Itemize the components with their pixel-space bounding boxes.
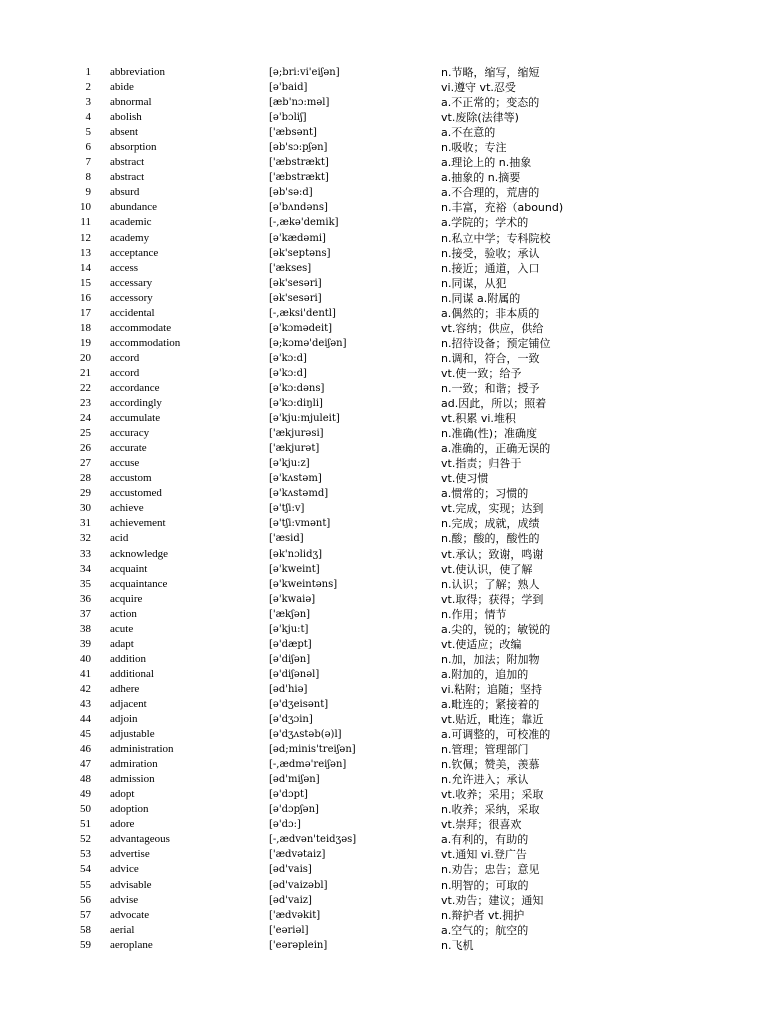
row-number: 13 <box>80 246 91 259</box>
row-number: 16 <box>80 291 91 304</box>
vocab-row <box>0 547 768 562</box>
english-word: admiration <box>110 758 158 771</box>
vocab-row <box>0 531 768 546</box>
phonetic: [əd'hiə] <box>269 683 308 695</box>
vocab-row <box>0 592 768 607</box>
english-word: accord <box>110 351 140 364</box>
chinese-definition: n.一致；和谐；授予 <box>441 381 540 395</box>
vocab-row <box>0 712 768 727</box>
chinese-definition: a.惯常的；习惯的 <box>441 487 529 501</box>
english-word: abstract <box>110 156 145 169</box>
vocab-row <box>0 95 768 110</box>
phonetic: [ə'tʃi:v] <box>269 503 305 515</box>
row-number: 1 <box>85 66 91 78</box>
vocab-row <box>0 200 768 215</box>
vocab-row <box>0 501 768 516</box>
phonetic: ['æbsənt] <box>269 127 317 139</box>
english-word: acceptance <box>110 246 159 259</box>
vocab-row <box>0 170 768 185</box>
row-number: 30 <box>80 502 91 515</box>
phonetic: ['eəriəl] <box>269 924 309 936</box>
row-number: 56 <box>80 893 91 906</box>
row-number: 43 <box>80 697 91 710</box>
row-number: 20 <box>80 351 91 364</box>
row-number: 27 <box>80 457 91 470</box>
vocab-row <box>0 577 768 592</box>
chinese-definition: n.飞机 <box>441 938 474 952</box>
english-word: academic <box>110 216 152 229</box>
english-word: abstract <box>110 171 145 184</box>
chinese-definition: a.理论上的 n.抽象 <box>441 156 532 170</box>
english-word: adapt <box>110 637 134 650</box>
chinese-definition: n.认识；了解；熟人 <box>441 577 540 591</box>
vocab-row <box>0 351 768 366</box>
phonetic: [ək'nɔlidʒ] <box>269 548 323 560</box>
row-number: 48 <box>80 773 91 786</box>
vocab-row <box>0 607 768 622</box>
phonetic: [ə'bɔliʃ] <box>269 112 307 124</box>
vocab-row <box>0 411 768 426</box>
english-word: absurd <box>110 186 140 199</box>
english-word: adoption <box>110 803 149 816</box>
english-word: acute <box>110 622 134 635</box>
phonetic: [əd'vais] <box>269 864 312 876</box>
english-word: accurate <box>110 442 147 455</box>
english-word: acquaint <box>110 562 148 575</box>
english-word: abundance <box>110 201 158 214</box>
chinese-definition: a.准确的，正确无误的 <box>441 442 551 456</box>
chinese-definition: a.抽象的 n.摘要 <box>441 171 521 185</box>
english-word: absent <box>110 126 139 139</box>
phonetic: ['æsid] <box>269 533 304 545</box>
row-number: 52 <box>80 833 91 846</box>
english-word: acquire <box>110 592 143 605</box>
english-word: adore <box>110 818 135 831</box>
english-word: accommodation <box>110 336 181 349</box>
phonetic: [ə'kʌstəm] <box>269 473 322 485</box>
chinese-definition: n.允许进入；承认 <box>441 773 529 787</box>
row-number: 41 <box>80 667 91 680</box>
row-number: 5 <box>85 126 91 139</box>
vocab-row <box>0 697 768 712</box>
english-word: accuracy <box>110 427 150 440</box>
row-number: 55 <box>80 878 91 891</box>
chinese-definition: n.接受，验收；承认 <box>441 246 540 260</box>
chinese-definition: vt.收养；采用；采取 <box>441 788 544 802</box>
row-number: 53 <box>80 848 91 861</box>
row-number: 32 <box>80 532 91 545</box>
english-word: absorption <box>110 141 157 154</box>
row-number: 3 <box>85 96 91 109</box>
phonetic: [ək'sesəri] <box>269 277 322 289</box>
row-number: 59 <box>80 938 91 951</box>
row-number: 25 <box>80 427 91 440</box>
english-word: accustomed <box>110 487 162 500</box>
phonetic: [-,æksi'dentl] <box>269 307 336 319</box>
chinese-definition: n.作用；情节 <box>441 607 507 621</box>
vocab-row <box>0 562 768 577</box>
english-word: aeroplane <box>110 938 153 951</box>
chinese-definition: n.吸收；专注 <box>441 141 507 155</box>
english-word: advocate <box>110 908 150 921</box>
english-word: advice <box>110 863 139 876</box>
chinese-definition: a.有利的，有助的 <box>441 833 529 847</box>
phonetic: [əd;minis'treiʃən] <box>269 744 356 756</box>
phonetic: [əd'vaiz] <box>269 894 312 906</box>
vocab-row <box>0 938 768 953</box>
english-word: administration <box>110 743 174 756</box>
phonetic: [ə'kɔmədeit] <box>269 322 333 334</box>
chinese-definition: vt.贴近，毗连；靠近 <box>441 713 544 727</box>
chinese-definition: vt.劝告；建议；通知 <box>441 893 544 907</box>
chinese-definition: n.加，加法；附加物 <box>441 652 540 666</box>
row-number: 23 <box>80 397 91 410</box>
chinese-definition: n.丰富，充裕（abound) <box>441 201 564 215</box>
row-number: 17 <box>80 306 91 319</box>
english-word: advertise <box>110 848 150 861</box>
english-word: accumulate <box>110 412 161 425</box>
chinese-definition: a.附加的，追加的 <box>441 667 529 681</box>
english-word: accordingly <box>110 397 162 410</box>
chinese-definition: a.尖的，锐的；敏锐的 <box>441 622 551 636</box>
phonetic: [ə;kɔmə'deiʃən] <box>269 337 347 349</box>
chinese-definition: n.节略，缩写，缩短 <box>441 66 540 79</box>
phonetic: ['ækjurəsi] <box>269 428 324 440</box>
vocab-row <box>0 878 768 893</box>
chinese-definition: a.学院的；学术的 <box>441 216 529 230</box>
english-word: abnormal <box>110 96 152 109</box>
row-number: 50 <box>80 803 91 816</box>
vocab-row <box>0 246 768 261</box>
vocab-row <box>0 622 768 637</box>
row-number: 12 <box>80 231 91 244</box>
english-word: acquaintance <box>110 577 168 590</box>
vocab-row <box>0 923 768 938</box>
chinese-definition: vt.积累 vi.堆积 <box>441 412 516 426</box>
english-word: accuse <box>110 457 140 470</box>
chinese-definition: n.酸；酸的，酸性的 <box>441 532 540 546</box>
phonetic: [ə'diʃənəl] <box>269 668 320 680</box>
vocab-row <box>0 426 768 441</box>
vocab-row <box>0 817 768 832</box>
phonetic: [ə'kɔ:dəns] <box>269 382 325 394</box>
chinese-definition: n.钦佩；赞美，羡慕 <box>441 758 540 772</box>
phonetic: ['ækses] <box>269 262 312 274</box>
chinese-definition: ad.因此，所以；照着 <box>441 397 547 411</box>
english-word: addition <box>110 652 147 665</box>
english-word: accessary <box>110 276 153 289</box>
row-number: 40 <box>80 652 91 665</box>
vocab-row <box>0 80 768 95</box>
chinese-definition: vi.遵守 vt.忍受 <box>441 81 516 95</box>
chinese-definition: vi.粘附；追随；坚持 <box>441 682 543 696</box>
phonetic: [ə'kweintəns] <box>269 578 338 590</box>
vocab-row <box>0 727 768 742</box>
row-number: 58 <box>80 923 91 936</box>
row-number: 24 <box>80 412 91 425</box>
row-number: 45 <box>80 728 91 741</box>
vocab-row <box>0 456 768 471</box>
english-word: advisable <box>110 878 152 891</box>
chinese-definition: vt.容纳；供应，供给 <box>441 321 544 335</box>
english-word: accordance <box>110 381 160 394</box>
phonetic: [ə'kweint] <box>269 563 320 575</box>
phonetic: [ə'kɔ:d] <box>269 352 307 364</box>
chinese-definition: a.不合理的，荒唐的 <box>441 186 540 200</box>
chinese-definition: n.接近；通道，入口 <box>441 261 540 275</box>
vocab-row <box>0 802 768 817</box>
row-number: 54 <box>80 863 91 876</box>
row-number: 34 <box>80 562 91 575</box>
english-word: advantageous <box>110 833 170 846</box>
chinese-definition: n.辩护者 vt.拥护 <box>441 908 525 922</box>
phonetic: [ə'dɔpʃən] <box>269 804 319 816</box>
phonetic: [-,ædvən'teidʒəs] <box>269 834 357 846</box>
row-number: 6 <box>85 141 91 154</box>
chinese-definition: vt.使习惯 <box>441 472 489 486</box>
vocab-row <box>0 366 768 381</box>
phonetic: ['ædvəkit] <box>269 909 321 921</box>
chinese-definition: n.明智的；可取的 <box>441 878 529 892</box>
chinese-definition: n.准确(性)；准确度 <box>441 427 538 441</box>
phonetic: [ə;bri:vi'eiʃən] <box>269 67 340 78</box>
vocab-row <box>0 893 768 908</box>
phonetic: [ək'septəns] <box>269 247 331 259</box>
row-number: 35 <box>80 577 91 590</box>
chinese-definition: n.收养；采纳，采取 <box>441 803 540 817</box>
english-word: abbreviation <box>110 66 165 78</box>
vocabulary-list <box>0 65 768 953</box>
chinese-definition: vt.废除(法律等) <box>441 111 519 125</box>
chinese-definition: a.可调整的，可校准的 <box>441 728 551 742</box>
row-number: 46 <box>80 743 91 756</box>
phonetic: [-,ædmə'reiʃən] <box>269 759 347 771</box>
row-number: 14 <box>80 261 91 274</box>
row-number: 26 <box>80 442 91 455</box>
chinese-definition: vt.取得；获得；学到 <box>441 592 544 606</box>
row-number: 8 <box>85 171 91 184</box>
row-number: 37 <box>80 607 91 620</box>
row-number: 15 <box>80 276 91 289</box>
row-number: 42 <box>80 682 91 695</box>
phonetic: ['æbstrækt] <box>269 157 329 169</box>
row-number: 33 <box>80 547 91 560</box>
english-word: acid <box>110 532 129 545</box>
vocab-row <box>0 125 768 140</box>
row-number: 38 <box>80 622 91 635</box>
chinese-definition: n.劝告；忠告；意见 <box>441 863 540 877</box>
vocab-row <box>0 637 768 652</box>
phonetic: [ə'tʃi:vmənt] <box>269 518 331 530</box>
row-number: 10 <box>80 201 91 214</box>
row-number: 49 <box>80 788 91 801</box>
english-word: adjacent <box>110 697 147 710</box>
phonetic: [ə'kju:z] <box>269 458 310 470</box>
row-number: 57 <box>80 908 91 921</box>
phonetic: [əb'sɔ:pʃən] <box>269 142 328 154</box>
vocab-row <box>0 908 768 923</box>
chinese-definition: vt.崇拜；很喜欢 <box>441 818 522 832</box>
chinese-definition: vt.使认识，使了解 <box>441 562 533 576</box>
phonetic: [ə'kɔ:diŋli] <box>269 398 323 410</box>
chinese-definition: a.不在意的 <box>441 126 496 140</box>
vocab-row <box>0 321 768 336</box>
phonetic: [ə'bʌndəns] <box>269 202 328 214</box>
phonetic: [ə'diʃən] <box>269 653 311 665</box>
english-word: adhere <box>110 682 140 695</box>
chinese-definition: n.完成；成就，成绩 <box>441 517 540 531</box>
english-word: accommodate <box>110 321 172 334</box>
chinese-definition: a.不正常的；变态的 <box>441 96 540 110</box>
row-number: 19 <box>80 336 91 349</box>
english-word: adopt <box>110 788 135 801</box>
chinese-definition: n.管理；管理部门 <box>441 743 529 757</box>
vocab-row <box>0 667 768 682</box>
english-word: advise <box>110 893 139 906</box>
vocab-row <box>0 486 768 501</box>
english-word: aerial <box>110 923 135 936</box>
english-word: action <box>110 607 137 620</box>
phonetic: ['ækjurət] <box>269 443 320 455</box>
phonetic: [ə'kʌstəmd] <box>269 488 329 500</box>
vocab-row <box>0 155 768 170</box>
vocab-row <box>0 441 768 456</box>
row-number: 7 <box>85 156 91 169</box>
vocab-row <box>0 682 768 697</box>
row-number: 11 <box>80 216 91 229</box>
vocab-row <box>0 396 768 411</box>
english-word: academy <box>110 231 150 244</box>
row-number: 39 <box>80 637 91 650</box>
english-word: achieve <box>110 502 144 515</box>
row-number: 44 <box>80 713 91 726</box>
vocab-row <box>0 832 768 847</box>
chinese-definition: vt.使适应；改编 <box>441 637 522 651</box>
vocab-row <box>0 847 768 862</box>
phonetic: [ə'kju:t] <box>269 623 309 635</box>
english-word: admission <box>110 773 155 786</box>
phonetic: ['æbstrækt] <box>269 172 329 184</box>
phonetic: [ə'dɔ:] <box>269 819 301 831</box>
phonetic: [ə'dæpt] <box>269 638 312 650</box>
english-word: accustom <box>110 472 152 485</box>
chinese-definition: a.偶然的；非本质的 <box>441 306 540 320</box>
english-word: abide <box>110 81 134 94</box>
row-number: 29 <box>80 487 91 500</box>
vocab-row <box>0 757 768 772</box>
chinese-definition: n.同谋 a.附属的 <box>441 291 521 305</box>
vocab-row <box>0 381 768 396</box>
vocab-row <box>0 215 768 230</box>
english-word: access <box>110 261 139 274</box>
chinese-definition: n.招待设备；预定铺位 <box>441 336 551 350</box>
english-word: abolish <box>110 111 142 124</box>
chinese-definition: vt.使一致；给予 <box>441 366 522 380</box>
phonetic: ['eərəplein] <box>269 939 328 951</box>
vocab-row <box>0 185 768 200</box>
row-number: 22 <box>80 381 91 394</box>
vocab-row <box>0 231 768 246</box>
phonetic: [ə'kɔ:d] <box>269 367 307 379</box>
vocab-row <box>0 140 768 155</box>
row-number: 47 <box>80 758 91 771</box>
english-word: acknowledge <box>110 547 169 560</box>
vocab-row <box>0 291 768 306</box>
phonetic: [ə'dɔpt] <box>269 789 308 801</box>
chinese-definition: vt.通知 vi.登广告 <box>441 848 527 862</box>
vocab-row <box>0 261 768 276</box>
vocab-row <box>0 306 768 321</box>
row-number: 51 <box>80 818 91 831</box>
phonetic: [ə'kwaiə] <box>269 593 316 605</box>
phonetic: ['ædvətaiz] <box>269 849 326 861</box>
vocab-row <box>0 516 768 531</box>
vocab-row <box>0 65 768 80</box>
phonetic: [əd'vaizəbl] <box>269 879 328 891</box>
phonetic: [ə'dʒeisənt] <box>269 698 329 710</box>
vocab-row <box>0 742 768 757</box>
vocab-row <box>0 276 768 291</box>
row-number: 9 <box>85 186 91 199</box>
chinese-definition: vt.完成，实现；达到 <box>441 502 544 516</box>
phonetic: [ə'baid] <box>269 82 308 94</box>
vocab-row <box>0 652 768 667</box>
phonetic: [əd'miʃən] <box>269 774 320 786</box>
vocab-row <box>0 772 768 787</box>
row-number: 4 <box>85 111 91 124</box>
chinese-definition: vt.指责；归咎于 <box>441 457 522 471</box>
phonetic: [ə'dʒɔin] <box>269 714 313 726</box>
chinese-definition: a.空气的；航空的 <box>441 923 529 937</box>
vocab-row <box>0 862 768 877</box>
chinese-definition: vt.承认；致谢，鸣谢 <box>441 547 544 561</box>
chinese-definition: a.毗连的；紧接着的 <box>441 697 540 711</box>
vocab-row <box>0 471 768 486</box>
phonetic: [əb'sə:d] <box>269 187 313 199</box>
english-word: adjustable <box>110 728 155 741</box>
vocab-row <box>0 787 768 802</box>
phonetic: [ək'sesəri] <box>269 292 322 304</box>
english-word: achievement <box>110 517 166 530</box>
row-number: 18 <box>80 321 91 334</box>
phonetic: [-,ækə'demik] <box>269 217 339 229</box>
chinese-definition: n.调和，符合，一致 <box>441 351 540 365</box>
row-number: 2 <box>85 81 91 94</box>
phonetic: [æb'nɔ:məl] <box>269 97 330 109</box>
chinese-definition: n.私立中学；专科院校 <box>441 231 551 245</box>
row-number: 21 <box>80 366 91 379</box>
row-number: 36 <box>80 592 91 605</box>
phonetic: [ə'dʒʌstəb(ə)l] <box>269 729 342 741</box>
vocab-row <box>0 336 768 351</box>
chinese-definition: n.同谋，从犯 <box>441 276 507 290</box>
phonetic: [ə'kædəmi] <box>269 232 326 244</box>
row-number: 31 <box>80 517 91 530</box>
english-word: accessory <box>110 291 153 304</box>
phonetic: [ə'kju:mjuleit] <box>269 413 340 425</box>
row-number: 28 <box>80 472 91 485</box>
english-word: adjoin <box>110 713 138 726</box>
english-word: additional <box>110 667 154 680</box>
phonetic: ['ækʃən] <box>269 608 311 620</box>
english-word: accidental <box>110 306 155 319</box>
english-word: accord <box>110 366 140 379</box>
vocab-row <box>0 110 768 125</box>
